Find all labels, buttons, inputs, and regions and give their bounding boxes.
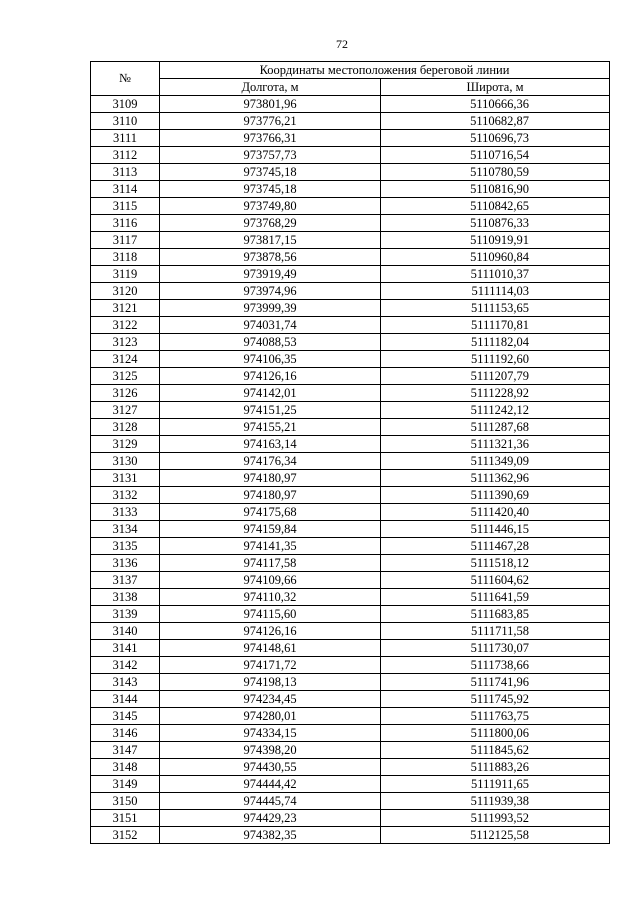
longitude-cell: 973745,18 (160, 181, 381, 198)
longitude-cell: 974382,35 (160, 827, 381, 844)
point-number-cell: 3123 (91, 334, 160, 351)
point-number-cell: 3148 (91, 759, 160, 776)
table-row (91, 589, 610, 606)
table-row (91, 742, 610, 759)
longitude-cell: 974126,16 (160, 368, 381, 385)
point-number-cell: 3144 (91, 691, 160, 708)
table-row (91, 538, 610, 555)
longitude-cell: 974429,23 (160, 810, 381, 827)
longitude-column-header: Долгота, м (160, 79, 381, 96)
table-row (91, 827, 610, 844)
longitude-cell: 974445,74 (160, 793, 381, 810)
table-row (91, 810, 610, 827)
latitude-cell: 5111911,65 (381, 776, 610, 793)
table-row (91, 657, 610, 674)
point-number-cell: 3129 (91, 436, 160, 453)
longitude-cell: 974180,97 (160, 470, 381, 487)
table-row (91, 623, 610, 640)
latitude-cell: 5111993,52 (381, 810, 610, 827)
longitude-cell: 973817,15 (160, 232, 381, 249)
longitude-cell: 974234,45 (160, 691, 381, 708)
longitude-cell: 973768,29 (160, 215, 381, 232)
longitude-cell: 974148,61 (160, 640, 381, 657)
point-number-cell: 3139 (91, 606, 160, 623)
table-body (91, 96, 610, 844)
longitude-cell: 974180,97 (160, 487, 381, 504)
latitude-column-header: Широта, м (381, 79, 610, 96)
table-row (91, 725, 610, 742)
table-row (91, 521, 610, 538)
table-row (91, 793, 610, 810)
point-number-cell: 3145 (91, 708, 160, 725)
latitude-cell: 5110876,33 (381, 215, 610, 232)
longitude-cell: 973749,80 (160, 198, 381, 215)
latitude-cell: 5110682,87 (381, 113, 610, 130)
latitude-cell: 5110842,65 (381, 198, 610, 215)
point-number-cell: 3134 (91, 521, 160, 538)
point-number-cell: 3130 (91, 453, 160, 470)
latitude-cell: 5111763,75 (381, 708, 610, 725)
latitude-cell: 5111362,96 (381, 470, 610, 487)
point-number-cell: 3142 (91, 657, 160, 674)
latitude-cell: 5111114,03 (381, 283, 610, 300)
coordinates-group-header: Координаты местоположения береговой линии (160, 62, 610, 79)
latitude-cell: 5111170,81 (381, 317, 610, 334)
latitude-cell: 5110780,59 (381, 164, 610, 181)
longitude-cell: 974142,01 (160, 385, 381, 402)
point-number-cell: 3151 (91, 810, 160, 827)
longitude-cell: 974176,34 (160, 453, 381, 470)
latitude-cell: 5111207,79 (381, 368, 610, 385)
latitude-cell: 5111845,62 (381, 742, 610, 759)
point-number-cell: 3118 (91, 249, 160, 266)
longitude-cell: 973776,21 (160, 113, 381, 130)
point-number-cell: 3135 (91, 538, 160, 555)
longitude-cell: 974430,55 (160, 759, 381, 776)
longitude-cell: 974175,68 (160, 504, 381, 521)
longitude-cell: 974159,84 (160, 521, 381, 538)
longitude-cell: 974334,15 (160, 725, 381, 742)
table-row (91, 572, 610, 589)
table-row (91, 232, 610, 249)
longitude-cell: 974126,16 (160, 623, 381, 640)
table-row (91, 436, 610, 453)
latitude-cell: 5111745,92 (381, 691, 610, 708)
latitude-cell: 5111349,09 (381, 453, 610, 470)
latitude-cell: 5111010,37 (381, 266, 610, 283)
table-row (91, 249, 610, 266)
table-row (91, 147, 610, 164)
point-number-cell: 3121 (91, 300, 160, 317)
number-column-header: № (91, 62, 160, 96)
point-number-cell: 3120 (91, 283, 160, 300)
table-row (91, 708, 610, 725)
point-number-cell: 3117 (91, 232, 160, 249)
longitude-cell: 973801,96 (160, 96, 381, 113)
point-number-cell: 3116 (91, 215, 160, 232)
table-row (91, 96, 610, 113)
latitude-cell: 5112125,58 (381, 827, 610, 844)
point-number-cell: 3137 (91, 572, 160, 589)
latitude-cell: 5110716,54 (381, 147, 610, 164)
latitude-cell: 5111228,92 (381, 385, 610, 402)
longitude-cell: 974155,21 (160, 419, 381, 436)
table-row (91, 385, 610, 402)
latitude-cell: 5111446,15 (381, 521, 610, 538)
point-number-cell: 3115 (91, 198, 160, 215)
point-number-cell: 3124 (91, 351, 160, 368)
longitude-cell: 974141,35 (160, 538, 381, 555)
latitude-cell: 5111741,96 (381, 674, 610, 691)
longitude-cell: 974117,58 (160, 555, 381, 572)
point-number-cell: 3141 (91, 640, 160, 657)
latitude-cell: 5110960,84 (381, 249, 610, 266)
longitude-cell: 973974,96 (160, 283, 381, 300)
latitude-cell: 5111467,28 (381, 538, 610, 555)
longitude-cell: 974106,35 (160, 351, 381, 368)
point-number-cell: 3122 (91, 317, 160, 334)
longitude-cell: 974198,13 (160, 674, 381, 691)
latitude-cell: 5111390,69 (381, 487, 610, 504)
latitude-cell: 5111939,38 (381, 793, 610, 810)
table-row (91, 776, 610, 793)
latitude-cell: 5111711,58 (381, 623, 610, 640)
point-number-cell: 3152 (91, 827, 160, 844)
latitude-cell: 5111800,06 (381, 725, 610, 742)
latitude-cell: 5111604,62 (381, 572, 610, 589)
point-number-cell: 3110 (91, 113, 160, 130)
table-row (91, 368, 610, 385)
table-row (91, 113, 610, 130)
table-row (91, 181, 610, 198)
latitude-cell: 5110666,36 (381, 96, 610, 113)
longitude-cell: 973757,73 (160, 147, 381, 164)
table-row (91, 215, 610, 232)
table-row (91, 419, 610, 436)
point-number-cell: 3128 (91, 419, 160, 436)
longitude-cell: 974398,20 (160, 742, 381, 759)
longitude-cell: 974151,25 (160, 402, 381, 419)
table-row (91, 283, 610, 300)
point-number-cell: 3146 (91, 725, 160, 742)
point-number-cell: 3111 (91, 130, 160, 147)
latitude-cell: 5111738,66 (381, 657, 610, 674)
point-number-cell: 3132 (91, 487, 160, 504)
latitude-cell: 5111182,04 (381, 334, 610, 351)
point-number-cell: 3127 (91, 402, 160, 419)
longitude-cell: 973999,39 (160, 300, 381, 317)
table-row (91, 606, 610, 623)
point-number-cell: 3138 (91, 589, 160, 606)
point-number-cell: 3109 (91, 96, 160, 113)
point-number-cell: 3150 (91, 793, 160, 810)
page-number: 72 (336, 37, 348, 51)
table-row (91, 266, 610, 283)
longitude-cell: 974115,60 (160, 606, 381, 623)
table-row (91, 691, 610, 708)
latitude-cell: 5111192,60 (381, 351, 610, 368)
point-number-cell: 3143 (91, 674, 160, 691)
longitude-cell: 974280,01 (160, 708, 381, 725)
point-number-cell: 3114 (91, 181, 160, 198)
point-number-cell: 3140 (91, 623, 160, 640)
latitude-cell: 5110696,73 (381, 130, 610, 147)
table-row (91, 674, 610, 691)
table-row (91, 640, 610, 657)
coordinates-table (90, 61, 610, 844)
table-row (91, 198, 610, 215)
table-row (91, 504, 610, 521)
longitude-cell: 974444,42 (160, 776, 381, 793)
longitude-cell: 974088,53 (160, 334, 381, 351)
latitude-cell: 5110919,91 (381, 232, 610, 249)
table-row (91, 402, 610, 419)
point-number-cell: 3131 (91, 470, 160, 487)
longitude-cell: 973919,49 (160, 266, 381, 283)
table-row (91, 487, 610, 504)
longitude-cell: 974031,74 (160, 317, 381, 334)
table-row (91, 300, 610, 317)
point-number-cell: 3112 (91, 147, 160, 164)
latitude-cell: 5111420,40 (381, 504, 610, 521)
longitude-cell: 974109,66 (160, 572, 381, 589)
longitude-cell: 974163,14 (160, 436, 381, 453)
table-row (91, 453, 610, 470)
latitude-cell: 5111883,26 (381, 759, 610, 776)
table-row (91, 317, 610, 334)
point-number-cell: 3147 (91, 742, 160, 759)
table-row (91, 130, 610, 147)
point-number-cell: 3136 (91, 555, 160, 572)
longitude-cell: 973745,18 (160, 164, 381, 181)
point-number-cell: 3125 (91, 368, 160, 385)
table-row (91, 164, 610, 181)
latitude-cell: 5111153,65 (381, 300, 610, 317)
point-number-cell: 3126 (91, 385, 160, 402)
point-number-cell: 3113 (91, 164, 160, 181)
point-number-cell: 3149 (91, 776, 160, 793)
longitude-cell: 973766,31 (160, 130, 381, 147)
table-row (91, 470, 610, 487)
table-row (91, 555, 610, 572)
longitude-cell: 974110,32 (160, 589, 381, 606)
latitude-cell: 5111518,12 (381, 555, 610, 572)
latitude-cell: 5111683,85 (381, 606, 610, 623)
latitude-cell: 5110816,90 (381, 181, 610, 198)
table-row (91, 759, 610, 776)
table-row (91, 351, 610, 368)
point-number-cell: 3119 (91, 266, 160, 283)
latitude-cell: 5111242,12 (381, 402, 610, 419)
latitude-cell: 5111287,68 (381, 419, 610, 436)
longitude-cell: 973878,56 (160, 249, 381, 266)
table-row (91, 334, 610, 351)
latitude-cell: 5111641,59 (381, 589, 610, 606)
latitude-cell: 5111321,36 (381, 436, 610, 453)
longitude-cell: 974171,72 (160, 657, 381, 674)
point-number-cell: 3133 (91, 504, 160, 521)
latitude-cell: 5111730,07 (381, 640, 610, 657)
